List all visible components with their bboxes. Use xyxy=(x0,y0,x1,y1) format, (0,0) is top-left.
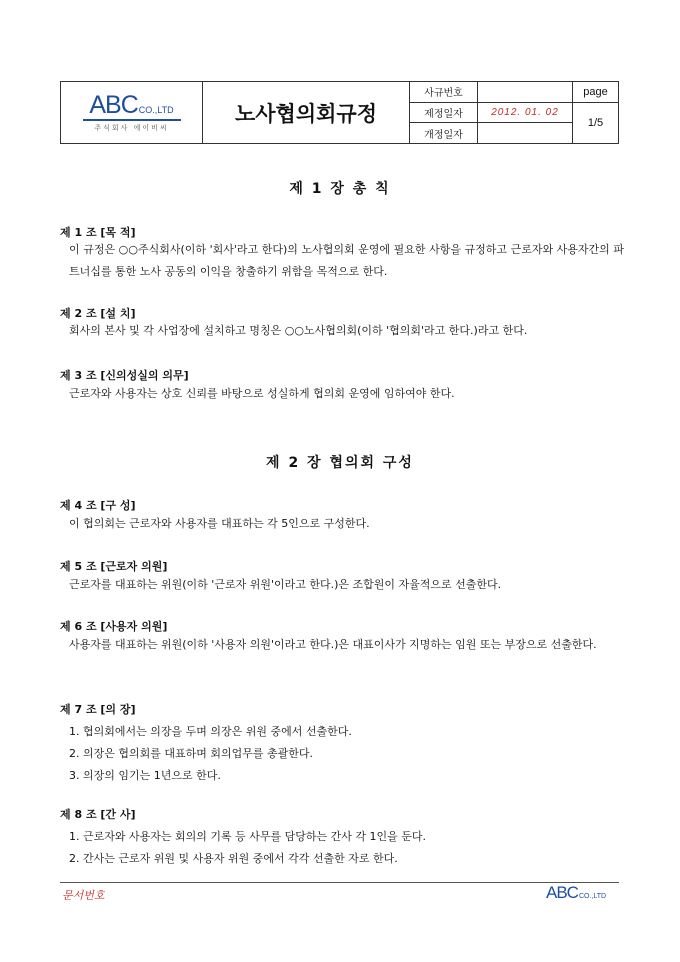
list-item: 1. 근로자와 사용자는 회의의 기록 등 사무를 담당하는 간사 각 1인을 둔다. xyxy=(69,830,426,843)
article-heading: 제 6 조 [사용자 의원] xyxy=(60,620,168,633)
article-text: 근로자와 사용자는 상호 신뢰를 바탕으로 성실하게 협의회 운영에 임하여야 한다. xyxy=(69,387,455,400)
list-item: 2. 의장은 협의회를 대표하며 회의업무를 총괄한다. xyxy=(69,747,313,760)
meta-value xyxy=(478,123,572,143)
document-title: 노사협의회규정 xyxy=(234,101,377,126)
article-text: 사용자를 대표하는 위원(이하 '사용자 의원'이라고 한다.)은 대표이사가 지명하는 임원 또는 부장으로 선출한다. xyxy=(69,638,597,651)
logo-cell xyxy=(61,82,203,143)
logo-main: ABC xyxy=(89,90,138,119)
meta-row-enactment-date xyxy=(410,103,572,124)
logo-subtitle: 주식회사 에이비씨 xyxy=(94,123,169,132)
document-number-label: 문서번호 xyxy=(62,889,105,902)
page-cell xyxy=(573,82,618,143)
footer-logo-suffix: CO.,LTD xyxy=(578,893,607,900)
page-label: page xyxy=(573,82,618,103)
meta-label: 제정일자 xyxy=(410,103,478,123)
article-heading: 제 8 조 [간 사] xyxy=(60,808,136,821)
chapter-heading: 제 1 장 총 칙 xyxy=(289,181,391,197)
meta-row-regulation-number xyxy=(410,82,572,103)
chapter-heading: 제 2 장 협의회 구성 xyxy=(266,455,414,471)
article-text: 근로자를 대표하는 위원(이하 '근로자 위원'이라고 한다.)은 조합원이 자율적으로 선출한다. xyxy=(69,578,502,591)
meta-label: 개정일자 xyxy=(410,123,478,143)
article-heading: 제 2 조 [설 치] xyxy=(60,307,136,320)
article-heading: 제 5 조 [근로자 의원] xyxy=(60,560,168,573)
list-item: 3. 의장의 임기는 1년으로 한다. xyxy=(69,769,221,782)
logo-suffix: CO.,LTD xyxy=(138,104,174,115)
article-heading: 제 3 조 [신의성실의 의무] xyxy=(60,369,189,382)
company-logo xyxy=(89,90,174,119)
page-number: 1/5 xyxy=(587,117,604,129)
article-text: 이 협의회는 근로자와 사용자를 대표하는 각 5인으로 구성한다. xyxy=(69,517,370,530)
article-heading: 제 1 조 [목 적] xyxy=(60,226,136,239)
title-cell xyxy=(203,82,410,143)
meta-value xyxy=(478,82,572,102)
article-heading: 제 4 조 [구 성] xyxy=(60,499,136,512)
document-header xyxy=(60,81,619,144)
article-heading: 제 7 조 [의 장] xyxy=(60,703,136,716)
list-item: 2. 간사는 근로자 위원 및 사용자 위원 중에서 각각 선출한 자로 한다. xyxy=(69,852,398,865)
meta-table xyxy=(410,82,573,143)
list-item: 1. 협의회에서는 의장을 두며 의장은 위원 중에서 선출한다. xyxy=(69,725,352,738)
logo-underline xyxy=(83,119,181,121)
footer-logo-main: ABC xyxy=(546,883,578,902)
meta-label: 사규번호 xyxy=(410,82,478,102)
article-text: 이 규정은 ○○주식회사(이하 '회사'라고 한다)의 노사협의회 운영에 필요한 사항을 규정하고 근로자와 사용자간의 파트너십를 통한 노사 공동의 이익을 창출하기 위함을 목적으로 한다. xyxy=(69,243,624,278)
meta-row-revision-date xyxy=(410,123,572,143)
footer-logo xyxy=(546,883,606,903)
footer-divider xyxy=(60,882,619,883)
article-text: 회사의 본사 및 각 사업장에 설치하고 명칭은 ○○노사협의회(이하 '협의회'라고 한다.)라고 한다. xyxy=(69,324,528,337)
meta-value: 2012. 01. 02 xyxy=(491,107,559,118)
